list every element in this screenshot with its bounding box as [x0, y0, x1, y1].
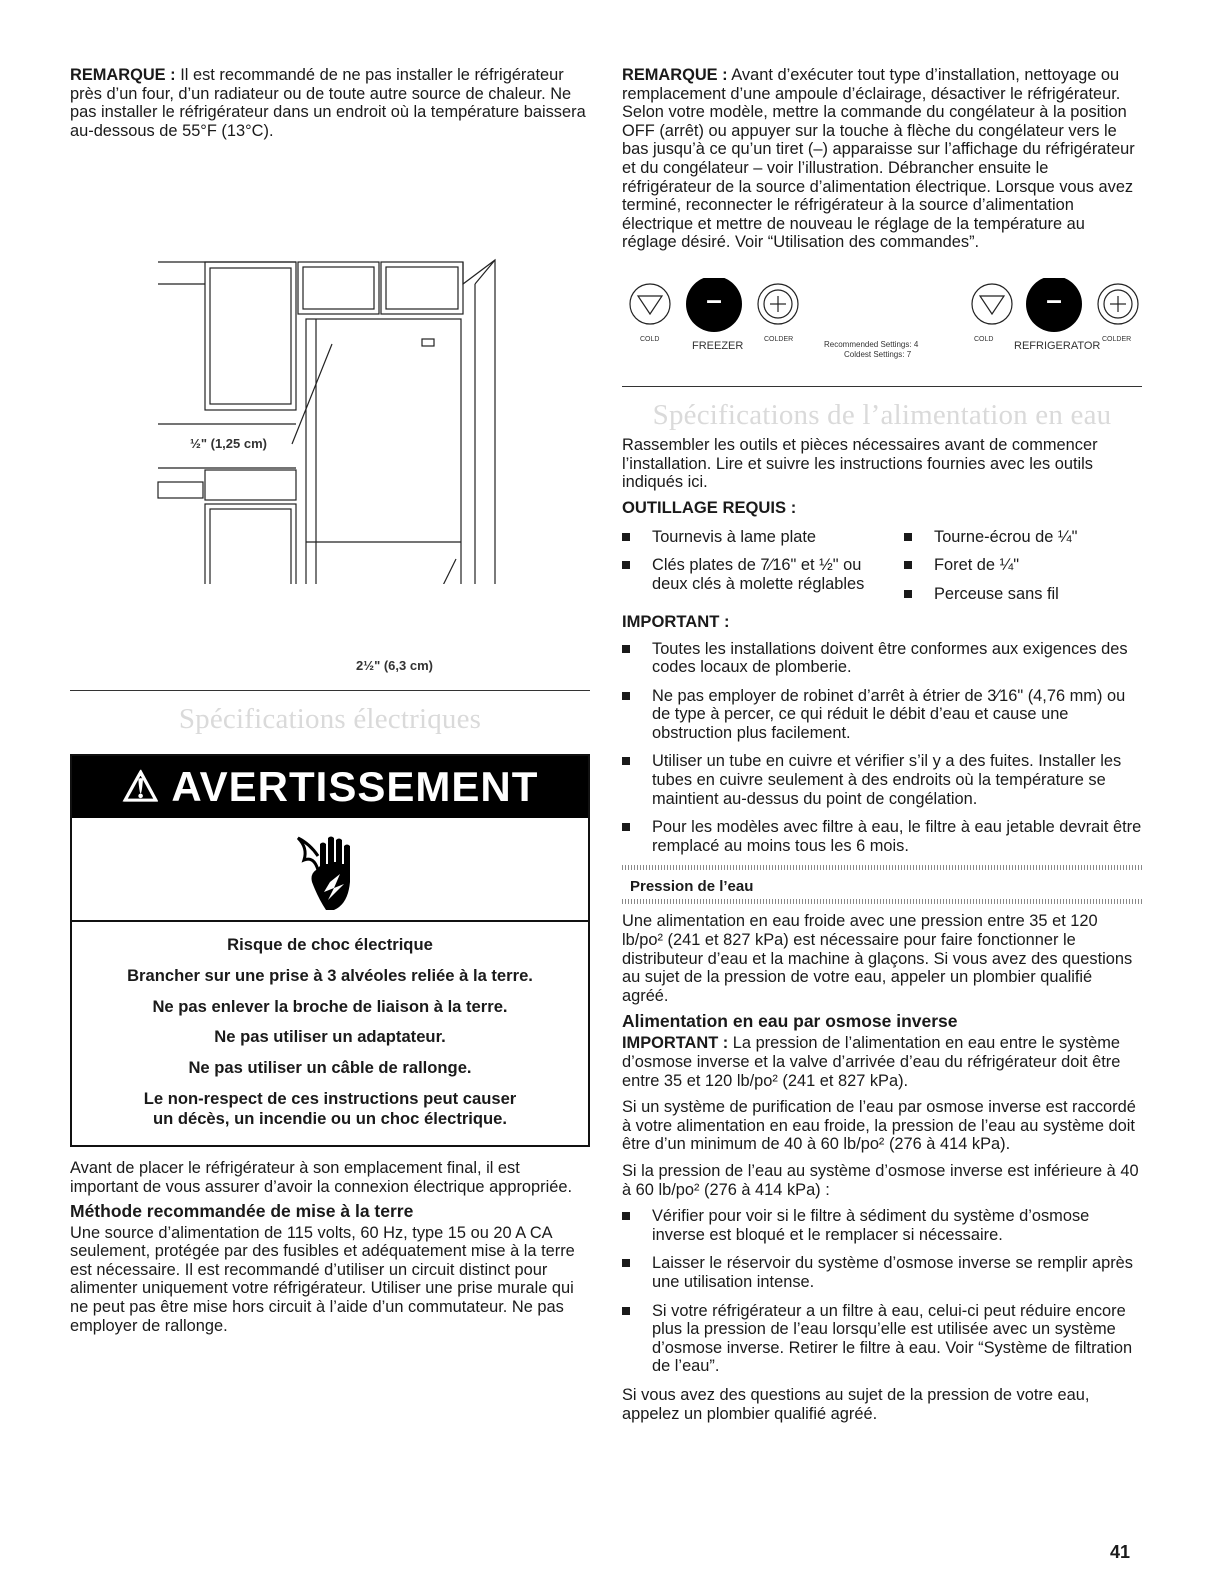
tool-item: Foret de ¼"	[904, 556, 1142, 575]
warning-line: Ne pas utiliser un câble de rallonge.	[188, 1057, 472, 1077]
recommended-setting: Recommended Settings: 4	[824, 339, 919, 349]
important-item: Utiliser un tube en cuivre et vérifier s’il y a des fuites. Installer les tubes en cuivre seulement à des endroits où la température se maintient au-dessus du point de congélation.	[622, 752, 1142, 808]
section-title-electrical: Spécifications électriques	[178, 703, 482, 736]
warning-line: Ne pas utiliser un adaptateur.	[214, 1027, 446, 1047]
pressure-heading: Pression de l’eau	[630, 878, 754, 896]
ro-important-label: IMPORTANT :	[622, 1034, 729, 1053]
warning-line: Ne pas enlever la broche de liaison à la terre.	[152, 996, 508, 1016]
water-intro: Rassembler les outils et pièces nécessaires avant de commencer l’installation. Lire et suivre les instructions fournies avec les outils indiqués ici.	[622, 435, 1098, 492]
warning-triangle-icon: ⚠	[121, 763, 161, 811]
warning-line: Le non-respect de ces instructions peut causer un décès, un incendie ou un choc électrique.	[143, 1089, 517, 1129]
refrigerator-cold-label: COLD	[974, 335, 994, 343]
ro-important-text: La pression de l’alimentation en eau entre le système d’osmose inverse et la valve d’arrivée d’eau du réfrigérateur doit être entre 35 et 120 lb/po² (241 et 827 kPa).	[622, 1034, 1121, 1090]
note-paragraph	[70, 66, 590, 140]
tools-heading: OUTILLAGE REQUIS :	[622, 497, 797, 517]
section-title-water: Spécifications de l’alimentation en eau	[652, 398, 1112, 431]
important-item: Ne pas employer de robinet d’arrêt à étrier de 3⁄16" (4,76 mm) ou de type à percer, ce qui réduit le débit d’eau et cause une obstruction plus facilement.	[622, 687, 1142, 743]
pressure-text: Une alimentation en eau froide avec une pression entre 35 et 120 lb/po² (241 et 827 kPa) est nécessaire pour faire fonctionner le distributeur d’eau et la machine à glaçons. Si vous avez des questions au sujet de la pression de votre eau, appeler un plombier qualifié agréé.	[622, 912, 1133, 1005]
warning-header	[72, 756, 588, 818]
important-heading: IMPORTANT :	[622, 611, 730, 631]
important-item: Toutes les installations doivent être conformes aux exigences des codes locaux de plomberie.	[622, 640, 1142, 677]
grounding-heading: Méthode recommandée de mise à la terre	[70, 1200, 414, 1221]
tools-list	[622, 528, 1142, 604]
page-number: 41	[1110, 1542, 1131, 1562]
note-label: REMARQUE :	[70, 66, 176, 84]
ro-important	[622, 1034, 1142, 1090]
tool-item: Tourne-écrou de ¼"	[904, 528, 1142, 547]
control-panel-illustration	[622, 278, 1142, 362]
ro-item: Laisser le réservoir du système d’osmose inverse se remplir après une utilisation intense.	[622, 1254, 1142, 1291]
refrigerator-dash: –	[1046, 283, 1062, 315]
right-column	[622, 66, 1142, 1423]
freezer-colder-label: COLDER	[764, 335, 794, 343]
tool-item: Perceuse sans fil	[904, 585, 1142, 604]
ro-item: Vérifier pour voir si le filtre à sédiment du système d’osmose inverse est bloqué et le remplacer si nécessaire.	[622, 1207, 1142, 1244]
tool-item: Tournevis à lame plate	[622, 528, 904, 547]
warning-icon-area	[72, 818, 588, 922]
electrical-intro: Avant de placer le réfrigérateur à son emplacement final, il est important de vous assurer d’avoir la connexion électrique appropriée.	[70, 1159, 573, 1196]
warning-line: Risque de choc électrique	[227, 935, 433, 955]
top-gap-label: ½" (1,25 cm)	[190, 436, 267, 452]
closing-paragraph: Si vous avez des questions au sujet de la pression de votre eau, appelez un plombier qualifié agréé.	[622, 1385, 1090, 1423]
hatch-divider	[622, 865, 1142, 870]
hatch-divider	[622, 899, 1142, 904]
refrigerator-colder-label: COLDER	[1102, 335, 1132, 343]
warning-heading: AVERTISSEMENT	[171, 763, 539, 811]
refrigerator-label: REFRIGERATOR	[1014, 339, 1101, 352]
freezer-cold-label: COLD	[640, 335, 660, 343]
freezer-label: FREEZER	[692, 339, 744, 352]
ro-heading: Alimentation en eau par osmose inverse	[622, 1011, 958, 1032]
ro-paragraph: Si un système de purification de l’eau par osmose inverse est raccordé à votre alimentation en eau froide, la pression de l’eau au système doit être d’un minimum de 40 à 60 lb/po² (276 à 414 kPa).	[622, 1098, 1136, 1154]
side-gap-label: 2½" (6,3 cm)	[356, 658, 433, 674]
left-column	[70, 66, 590, 1335]
ro-paragraph: Si la pression de l’eau au système d’osmose inverse est inférieure à 40 à 60 lb/po² (276 à 414 kPa) :	[622, 1161, 1139, 1199]
coldest-setting: Coldest Settings: 7	[844, 349, 912, 359]
ro-item: Si votre réfrigérateur a un filtre à eau, celui-ci peut réduire encore plus la pression de l’eau lorsqu’elle est utilisée avec un système d’osmose inverse. Retirer le filtre à eau. Voir “Système de filtration de l’eau”.	[622, 1302, 1142, 1376]
note-paragraph	[622, 66, 1142, 252]
section-divider	[622, 386, 1142, 387]
freezer-dash: –	[706, 283, 722, 315]
note-label: REMARQUE :	[622, 66, 728, 84]
tool-item: Clés plates de 7⁄16" et ½" ou deux clés à molette réglables	[622, 556, 904, 593]
note-text: Avant d’exécuter tout type d’installation, nettoyage ou remplacement d’une ampoule d’éclairage, désactiver le réfrigérateur. Selon votre modèle, mettre la commande du congélateur à la position OFF (arrêt) ou appuyer sur la touche à flèche du congélateur vers le bas jusqu’à ce qu’un tiret (–) apparaisse sur l’affichage du réfrigérateur et du congélateur – voir l’illustration. Débrancher ensuite le réfrigérateur de la source d’alimentation électrique. Lorsque vous avez terminé, reconnecter le réfrigérateur à la source d’alimentation électrique et mettre de nouveau le réglage de la température au réglage désiré. Voir “Utilisation des commandes”.	[622, 66, 1135, 252]
refrigerator-clearance-illustration	[70, 164, 590, 584]
note-text: Il est recommandé de ne pas installer le réfrigérateur près d’un four, d’un radiateur ou de toute autre source de chaleur. Ne pas installer le réfrigérateur dans un endroit où la température baissera au-dessous de 55°F (13°C).	[70, 66, 586, 140]
warning-line: Brancher sur une prise à 3 alvéoles reliée à la terre.	[127, 965, 533, 985]
section-divider	[70, 690, 590, 691]
warning-box	[70, 754, 590, 1147]
important-item: Pour les modèles avec filtre à eau, le filtre à eau jetable devrait être remplacé au moins tous les 6 mois.	[622, 818, 1142, 855]
installation-diagram	[70, 164, 590, 674]
grounding-text: Une source d’alimentation de 115 volts, 60 Hz, type 15 ou 20 A CA seulement, protégée par des fusibles et adéquatement mise à la terre est nécessaire. Il est recommandé d’utiliser un circuit distinct pour alimenter uniquement votre réfrigérateur. Utiliser une prise murale qui ne peut pas être mise hors circuit à l’aide d’un commutateur. Ne pas employer de rallonge.	[70, 1223, 575, 1335]
shock-hand-icon	[290, 826, 360, 914]
